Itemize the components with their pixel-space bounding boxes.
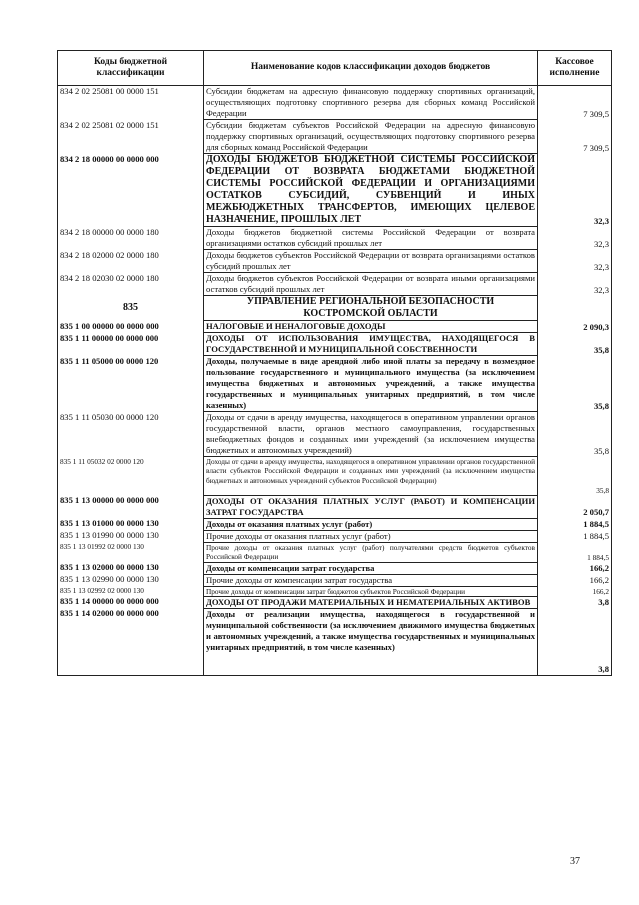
- row-name: Прочие доходы от оказания платных услуг (работ) получателями средств бюджетов субъектов Российской Федерации: [204, 542, 538, 562]
- row-amount: 35,8: [538, 412, 612, 457]
- row-amount: 166,2: [538, 574, 612, 586]
- row-name: Доходы бюджетов бюджетной системы Российской Федерации от возврата организациями остатков субсидий прошлых лет: [204, 227, 538, 250]
- row-amount: 2 050,7: [538, 495, 612, 518]
- row-amount: [538, 296, 612, 321]
- row-code: 835 1 13 01000 00 0000 130: [58, 518, 204, 530]
- row-code: 835 1 11 05030 00 0000 120: [58, 412, 204, 457]
- header-amount: Кассовое исполнение: [538, 51, 612, 86]
- row-name: Доходы от оказания платных услуг (работ): [204, 518, 538, 530]
- row-amount: 1 884,5: [538, 542, 612, 562]
- row-code: 835 1 13 02990 00 0000 130: [58, 574, 204, 586]
- table-row: [58, 562, 612, 574]
- row-code: 835 1 11 05000 00 0000 120: [58, 356, 204, 412]
- row-name: Прочие доходы от компенсации затрат бюджетов субъектов Российской Федерации: [204, 586, 538, 596]
- row-amount: 2 090,3: [538, 321, 612, 333]
- row-amount: 1 884,5: [538, 518, 612, 530]
- header-codes: Коды бюджетной классификации: [58, 51, 204, 86]
- row-code: 835 1 11 05032 02 0000 120: [58, 457, 204, 496]
- row-name: Прочие доходы от компенсации затрат государства: [204, 574, 538, 586]
- table-row: [58, 457, 612, 496]
- row-name: Доходы бюджетов субъектов Российской Федерации от возврата иными организациями остатков субсидий прошлых лет: [204, 273, 538, 296]
- table-row: [58, 227, 612, 250]
- row-code: 834 2 18 02000 02 0000 180: [58, 250, 204, 273]
- row-code: 834 2 02 25081 02 0000 151: [58, 120, 204, 154]
- row-amount: 32,3: [538, 227, 612, 250]
- row-amount: 35,8: [538, 457, 612, 496]
- row-code: 835 1 13 02992 02 0000 130: [58, 586, 204, 596]
- row-name: Доходы бюджетов субъектов Российской Федерации от возврата организациями остатков субсидий прошлых лет: [204, 250, 538, 273]
- row-name: Доходы от сдачи в аренду имущества, находящегося в оперативном управлении органов государственной власти, органов местного самоуправления, государственных внебюджетных фондов и созданных ими учреждений (за исключением имущества бюджетных и автономных учреждений): [204, 412, 538, 457]
- row-amount: 3,8: [538, 608, 612, 675]
- table-row: [58, 154, 612, 227]
- row-amount: 35,8: [538, 333, 612, 356]
- table-row: [58, 412, 612, 457]
- table-row: [58, 495, 612, 518]
- row-amount: 3,8: [538, 596, 612, 608]
- row-amount: 7 309,5: [538, 120, 612, 154]
- row-code: 835: [58, 296, 204, 321]
- table-row: [58, 86, 612, 120]
- row-name: ДОХОДЫ ОТ ИСПОЛЬЗОВАНИЯ ИМУЩЕСТВА, НАХОДЯЩЕГОСЯ В ГОСУДАРСТВЕННОЙ И МУНИЦИПАЛЬНОЙ СОБСТВЕННОСТИ: [204, 333, 538, 356]
- table-row: [58, 542, 612, 562]
- row-amount: 32,3: [538, 154, 612, 227]
- page-number: 37: [570, 856, 580, 867]
- row-name: ДОХОДЫ БЮДЖЕТОВ БЮДЖЕТНОЙ СИСТЕМЫ РОССИЙСКОЙ ФЕДЕРАЦИИ ОТ ВОЗВРАТА БЮДЖЕТАМИ БЮДЖЕТНОЙ СИСТЕМЫ РОССИЙСКОЙ ФЕДЕРАЦИИ И ОРГАНИЗАЦИЯМИ ОСТАТКОВ СУБСИДИЙ, СУБВЕНЦИЙ И ИНЫХ МЕЖБЮДЖЕТНЫХ ТРАНСФЕРТОВ, ИМЕЮЩИХ ЦЕЛЕВОЕ НАЗНАЧЕНИЕ, ПРОШЛЫХ ЛЕТ: [204, 154, 538, 227]
- table-row: [58, 574, 612, 586]
- table-row: [58, 250, 612, 273]
- row-code: 835 1 13 02000 00 0000 130: [58, 562, 204, 574]
- table-row: [58, 356, 612, 412]
- row-amount: 35,8: [538, 356, 612, 412]
- row-name: Доходы, получаемые в виде арендной либо иной платы за передачу в возмездное пользование государственного и муниципального имущества (за исключением имущества бюджетных и автономных учреждений, а также имущества государственных и муниципальных унитарных предприятий, в том числе казенных): [204, 356, 538, 412]
- table-row: [58, 296, 612, 321]
- table-row: [58, 321, 612, 333]
- budget-classification-table: [57, 50, 612, 676]
- row-name: Субсидии бюджетам субъектов Российской Федерации на адресную финансовую поддержку спортивных организаций, осуществляющих подготовку спортивного резерва для сборных команд Российской Федерации: [204, 120, 538, 154]
- row-code: 834 2 02 25081 00 0000 151: [58, 86, 204, 120]
- row-code: 835 1 00 00000 00 0000 000: [58, 321, 204, 333]
- row-name: Доходы от реализации имущества, находящегося в государственной и муниципальной собственности (за исключением движимого имущества бюджетных и автономных учреждений, а также имущества государственных и муниципальных унитарных предприятий, в том числе казенных): [204, 608, 538, 675]
- row-amount: 32,3: [538, 273, 612, 296]
- row-name: Субсидии бюджетам на адресную финансовую поддержку спортивных организаций, осуществляющих подготовку спортивного резерва для сборных команд Российской Федерации: [204, 86, 538, 120]
- row-name: УПРАВЛЕНИЕ РЕГИОНАЛЬНОЙ БЕЗОПАСНОСТИ КОСТРОМСКОЙ ОБЛАСТИ: [204, 296, 538, 321]
- row-code: 834 2 18 00000 00 0000 000: [58, 154, 204, 227]
- table-row: [58, 120, 612, 154]
- row-name: НАЛОГОВЫЕ И НЕНАЛОГОВЫЕ ДОХОДЫ: [204, 321, 538, 333]
- row-name: Доходы от компенсации затрат государства: [204, 562, 538, 574]
- table-row: [58, 596, 612, 608]
- row-code: 835 1 13 00000 00 0000 000: [58, 495, 204, 518]
- table-header-row: [58, 51, 612, 86]
- row-code: 835 1 13 01992 02 0000 130: [58, 542, 204, 562]
- table-row: [58, 530, 612, 542]
- row-name: Доходы от сдачи в аренду имущества, находящегося в оперативном управлении органов государственной власти субъектов Российской Федерации и созданных ими учреждений (за исключением имущества бюджетных и автономных учреждений субъектов Российской Федерации): [204, 457, 538, 496]
- row-amount: 7 309,5: [538, 86, 612, 120]
- table-row: [58, 586, 612, 596]
- row-code: 835 1 14 00000 00 0000 000: [58, 596, 204, 608]
- row-name: ДОХОДЫ ОТ ПРОДАЖИ МАТЕРИАЛЬНЫХ И НЕМАТЕРИАЛЬНЫХ АКТИВОВ: [204, 596, 538, 608]
- row-code: 834 2 18 02030 02 0000 180: [58, 273, 204, 296]
- row-code: 835 1 13 01990 00 0000 130: [58, 530, 204, 542]
- table-row: [58, 518, 612, 530]
- row-code: 834 2 18 00000 00 0000 180: [58, 227, 204, 250]
- row-code: 835 1 14 02000 00 0000 000: [58, 608, 204, 675]
- row-amount: 166,2: [538, 586, 612, 596]
- table-row: [58, 333, 612, 356]
- row-name: Прочие доходы от оказания платных услуг (работ): [204, 530, 538, 542]
- row-amount: 32,3: [538, 250, 612, 273]
- header-names: Наименование кодов классификации доходов бюджетов: [204, 51, 538, 86]
- row-name: ДОХОДЫ ОТ ОКАЗАНИЯ ПЛАТНЫХ УСЛУГ (РАБОТ) И КОМПЕНСАЦИИ ЗАТРАТ ГОСУДАРСТВА: [204, 495, 538, 518]
- row-code: 835 1 11 00000 00 0000 000: [58, 333, 204, 356]
- table-row: [58, 608, 612, 675]
- budget-table-page: [57, 50, 611, 676]
- row-amount: 1 884,5: [538, 530, 612, 542]
- row-amount: 166,2: [538, 562, 612, 574]
- table-row: [58, 273, 612, 296]
